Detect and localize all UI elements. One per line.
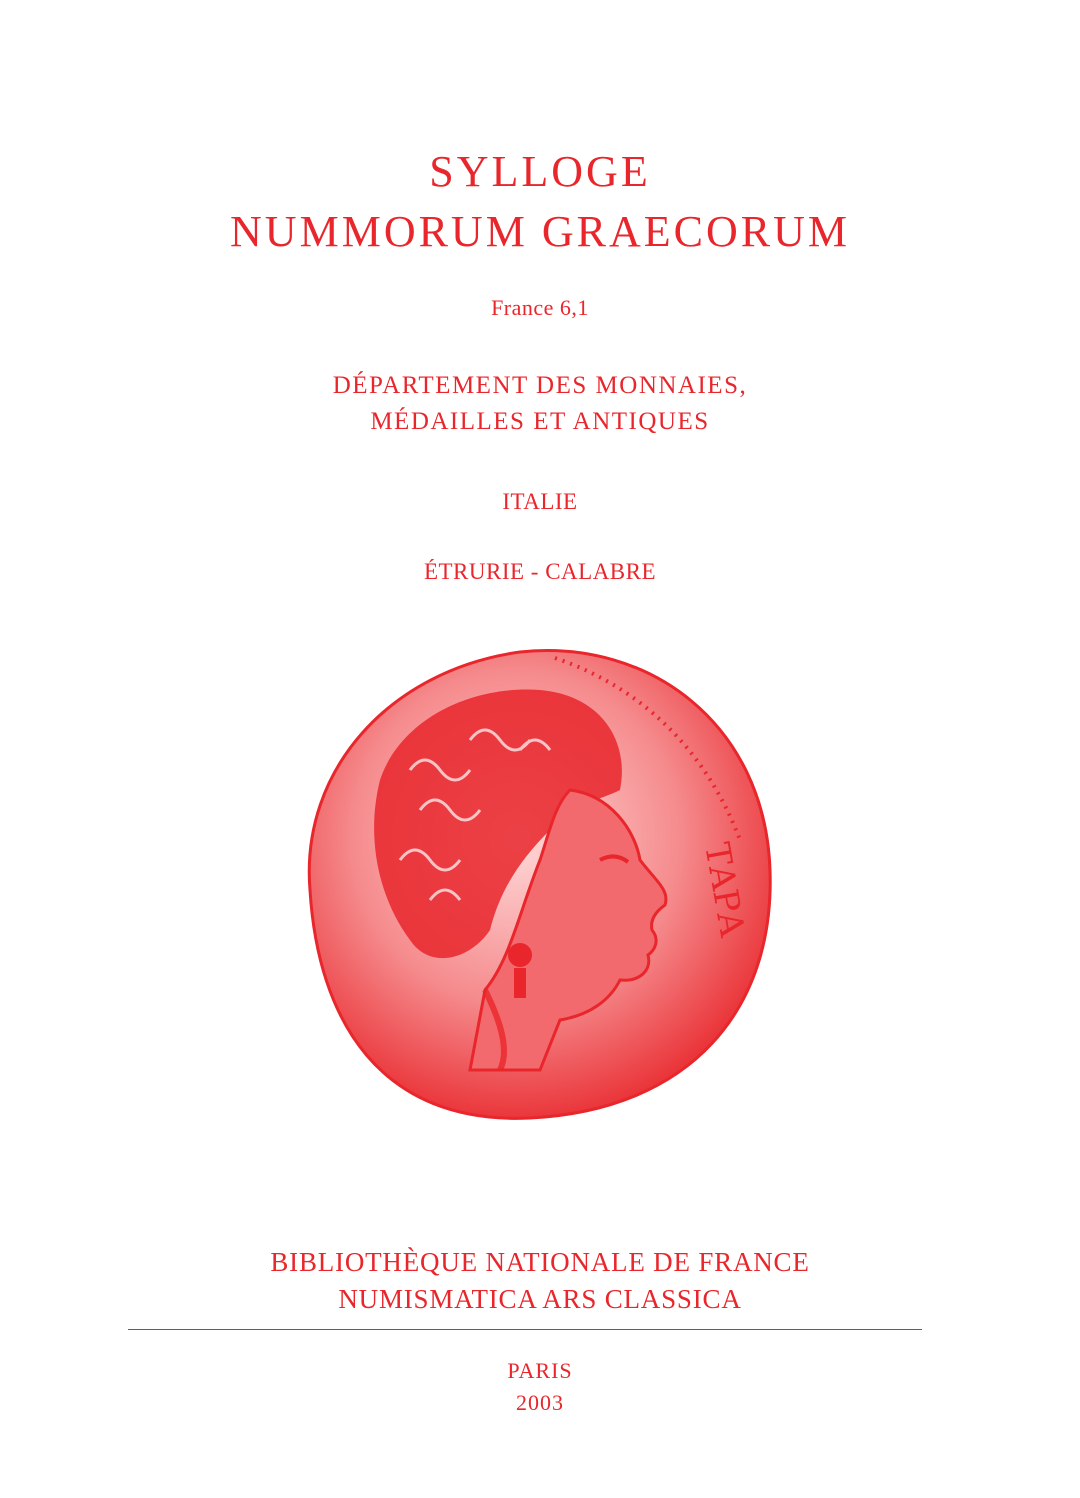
place-label: PARIS — [507, 1358, 573, 1383]
year-label: 2003 — [516, 1390, 564, 1415]
department-line2: MÉDAILLES ET ANTIQUES — [370, 408, 710, 435]
divider-rule — [128, 1329, 922, 1330]
department-line1: DÉPARTEMENT DES MONNAIES, — [332, 372, 748, 399]
coin-legend: ΤΑΡΑ — [696, 839, 752, 940]
series-title-line2: NUMMORUM GRAECORUM — [230, 207, 850, 256]
region-label: ITALIE — [502, 489, 578, 514]
series-title-line1: SYLLOGE — [429, 147, 651, 196]
coin-portrait-icon — [270, 630, 790, 1130]
volume-label: France 6,1 — [491, 295, 589, 320]
subregion-label: ÉTRURIE - CALABRE — [423, 559, 657, 584]
publisher-line1: BIBLIOTHÈQUE NATIONALE DE FRANCE — [270, 1247, 810, 1277]
publisher-line2: NUMISMATICA ARS CLASSICA — [338, 1284, 742, 1314]
